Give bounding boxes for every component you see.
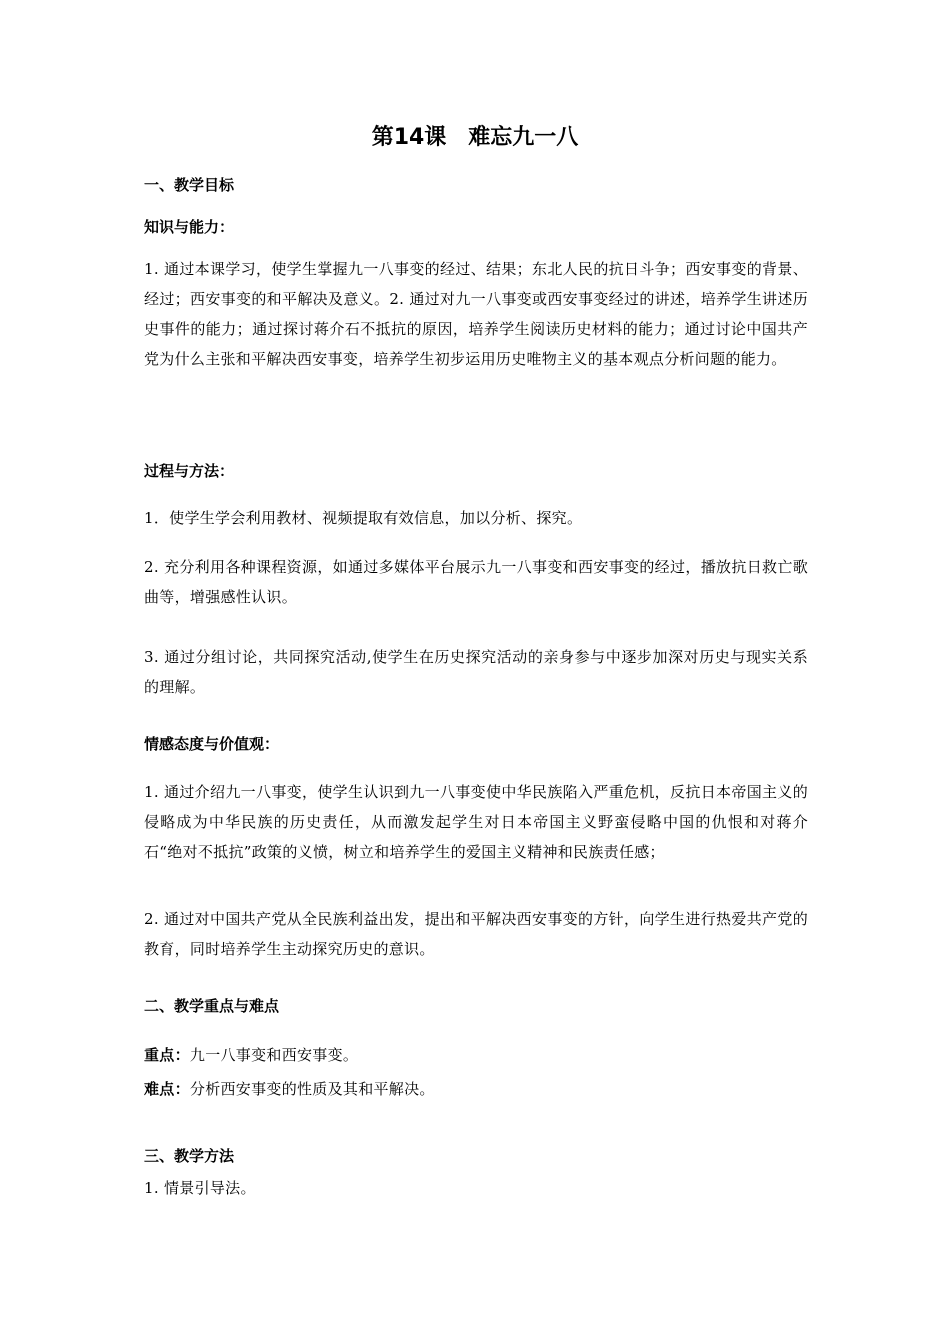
process-item-2: 2. 充分利用各种课程资源，如通过多媒体平台展示九一八事变和西安事变的经过，播放抗日救亡歌曲等，增强感性认识。 — [144, 558, 808, 606]
knowledge-heading: 知识与能力： — [144, 218, 235, 236]
method-heading: 三、教学方法 — [144, 1147, 235, 1165]
process-item-3: 3. 通过分组讨论，共同探究活动,使学生在历史探究活动的亲身参与中逐步加深对历史与现实关系的理解。 — [144, 648, 808, 696]
emotion-heading: 情感态度与价值观： — [144, 735, 280, 753]
key-points-heading: 二、教学重点与难点 — [144, 997, 280, 1015]
difficult-point-label: 难点： — [144, 1080, 190, 1098]
key-point-text: 九一八事变和西安事变。 — [189, 1046, 359, 1064]
difficult-point-text: 分析西安事变的性质及其和平解决。 — [189, 1080, 435, 1098]
emotion-item-1: 1. 通过介绍九一八事变，使学生认识到九一八事变使中华民族陷入严重危机，反抗日本帝国主义的侵略成为中华民族的历史责任，从而激发起学生对日本帝国主义野蛮侵略中国的仇恨和对蒋介石“绝对不抵抗”政策的义愤，树立和培养学生的爱国主义精神和民族责任感； — [144, 783, 808, 861]
difficult-point-line — [144, 1074, 808, 1104]
lesson-title: 第14课 难忘九一八 — [371, 125, 579, 150]
process-item-1: 1．使学生学会利用教材、视频提取有效信息，加以分析、探究。 — [144, 509, 583, 527]
knowledge-paragraph: 1. 通过本课学习，使学生掌握九一八事变的经过、结果；东北人民的抗日斗争；西安事变的背景、经过；西安事变的和平解决及意义。2. 通过对九一八事变或西安事变经过的讲述，培养学生讲述历史事件的能力；通过探讨蒋介石不抵抗的原因，培养学生阅读历史材料的能力；通过讨论中国共产党为什么主张和平解决西安事变，培养学生初步运用历史唯物主义的基本观点分析问题的能力。 — [144, 260, 808, 368]
process-heading: 过程与方法： — [144, 462, 235, 480]
key-point-label: 重点： — [144, 1046, 190, 1064]
key-point-line — [144, 1040, 808, 1070]
goals-heading: 一、教学目标 — [144, 176, 235, 194]
emotion-item-2: 2. 通过对中国共产党从全民族利益出发，提出和平解决西安事变的方针，向学生进行热爱共产党的教育，同时培养学生主动探究历史的意识。 — [144, 910, 808, 958]
method-item-1: 1. 情景引导法。 — [144, 1179, 256, 1197]
